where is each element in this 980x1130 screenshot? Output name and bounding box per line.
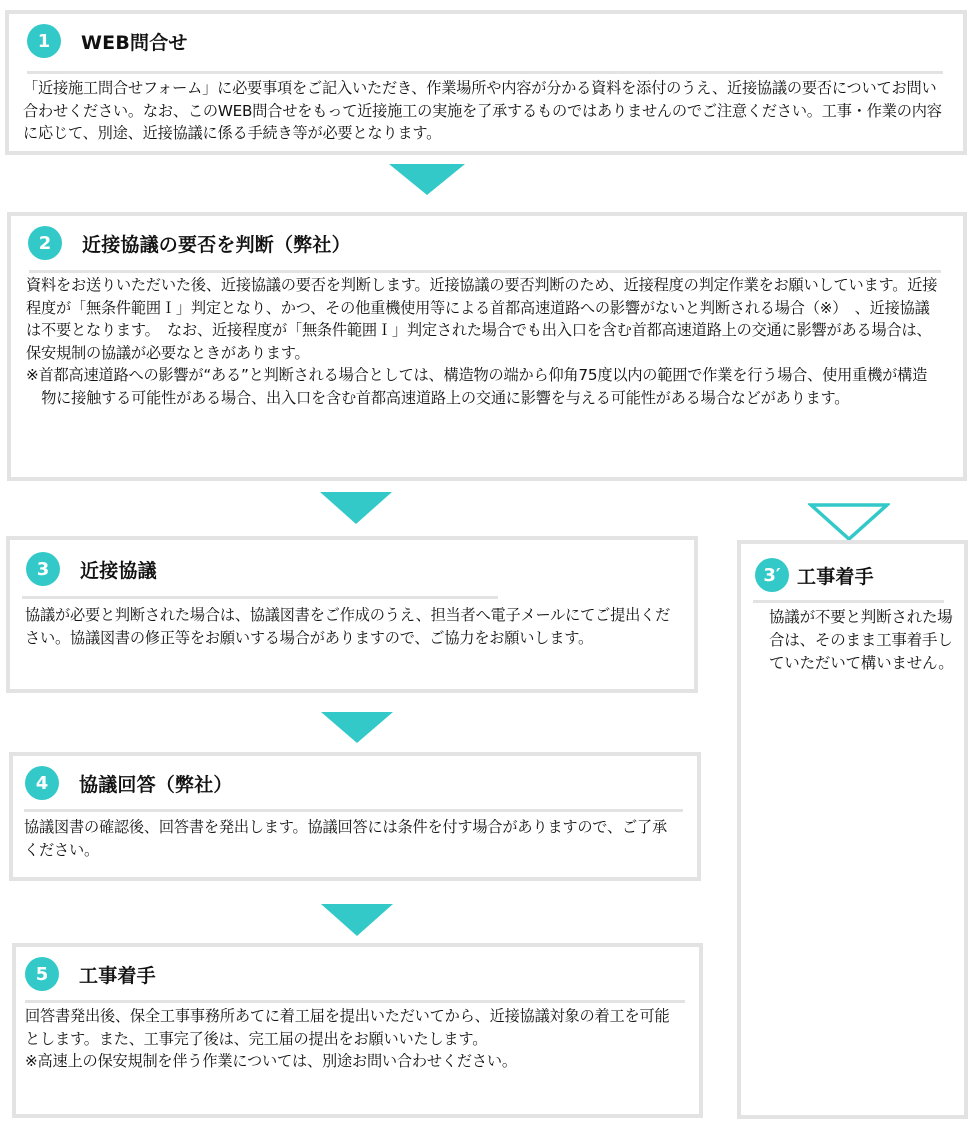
step-1-box — [5, 10, 967, 155]
down-arrow-icon — [320, 492, 392, 524]
step-2-box — [7, 212, 967, 481]
step-number-badge: 5 — [25, 957, 59, 991]
step-number-badge: 3 — [26, 552, 60, 586]
step-3-prime-box — [737, 540, 968, 1119]
step-number-badge: 1 — [27, 24, 61, 58]
step-1-header — [27, 24, 188, 58]
step-description: 協議が必要と判断された場合は、協議図書をご作成のうえ、担当者へ電子メールにてご提出ください。協議図書の修正等をお願いする場合がありますので、ご協力をお願いします。 — [25, 606, 671, 647]
step-3-prime-header — [755, 558, 874, 592]
divider — [25, 1000, 685, 1003]
step-title: WEB問合せ — [81, 31, 188, 54]
step-3-header — [26, 552, 157, 586]
step-5-header — [25, 957, 156, 991]
divider — [22, 596, 498, 599]
down-arrow-icon — [389, 164, 465, 195]
step-title: 工事着手 — [797, 565, 874, 588]
step-title: 近接協議 — [80, 559, 157, 582]
divider — [24, 809, 683, 812]
step-5-box — [12, 943, 703, 1118]
step-4-box — [9, 752, 701, 881]
step-description: 協議が不要と判断された場合は、そのまま工事着手していただいて構いません。 — [769, 608, 954, 672]
step-title: 協議回答（弊社） — [79, 773, 233, 796]
step-title: 工事着手 — [79, 964, 156, 987]
step-note: ※首都高速道路への影響が“ある”と判断される場合としては、構造物の端から仰角75度以内の範囲で作業を行う場合、使用重機が構造物に接触する可能性がある場合、出入口を含む首都高速道路上の交通に影響を与える可能性がある場合などがあります。 — [26, 366, 928, 407]
step-4-header — [25, 766, 233, 800]
step-number-badge: 3′ — [755, 558, 789, 592]
down-arrow-icon — [321, 904, 393, 936]
step-number-badge: 4 — [25, 766, 59, 800]
divider — [27, 71, 943, 74]
step-title: 近接協議の要否を判断（弊社） — [82, 233, 351, 256]
divider — [753, 600, 944, 603]
divider — [29, 270, 941, 273]
step-2-header — [28, 226, 351, 260]
step-number-badge: 2 — [28, 226, 62, 260]
step-description: 「近接施工問合せフォーム」に必要事項をご記入いただき、作業場所や内容が分かる資料を添付のうえ、近接協議の要否についてお問い合わせください。なお、このWEB問合せをもって近接施工の実施を了承するものではありませんのでご注意ください。工事・作業の内容に応じて、別途、近接協議に係る手続き等が必要となります。 — [23, 79, 942, 142]
step-description: 回答書発出後、保全工事事務所あてに着工届を提出いただいてから、近接協議対象の着工を可能とします。また、工事完了後は、完工届の提出をお願いいたします。 ※高速上の保安規制を伴う作業については、別途お問い合わせください。 — [25, 1005, 677, 1073]
down-arrow-icon — [321, 712, 393, 743]
step-note: ※高速上の保安規制を伴う作業については、別途お問い合わせください。 — [25, 1052, 517, 1070]
step-3-box — [6, 536, 698, 693]
step-description: 資料をお送りいただいた後、近接協議の要否を判断します。近接協議の要否判断のため、近接程度の判定作業をお願いしています。近接程度が「無条件範囲Ｉ」判定となり、かつ、その他重機使用等による首都高速道路への影響がないと判断される場合（※） 、近接協議は不要となります。 なお、近接程度が「無条件範囲Ｉ」判定された場合でも出入口を含む首都高速道路上の交通に影響がある場合は、保安規制の協議が必要なときがあります。 ※首都高速道路への影響が“ある”と判断される場合としては、構造物の端から仰角75度以内の範囲で作業を行う場合、使用重機が構造物に接触する可能性がある場合、出入口を含む首都高速道路上の交通に影響を与える可能性がある場合などがあります。 — [26, 274, 941, 409]
down-arrow-outline-icon — [808, 502, 890, 542]
step-description: 協議図書の確認後、回答書を発出します。協議回答には条件を付す場合がありますので、ご了承ください。 — [24, 818, 667, 859]
